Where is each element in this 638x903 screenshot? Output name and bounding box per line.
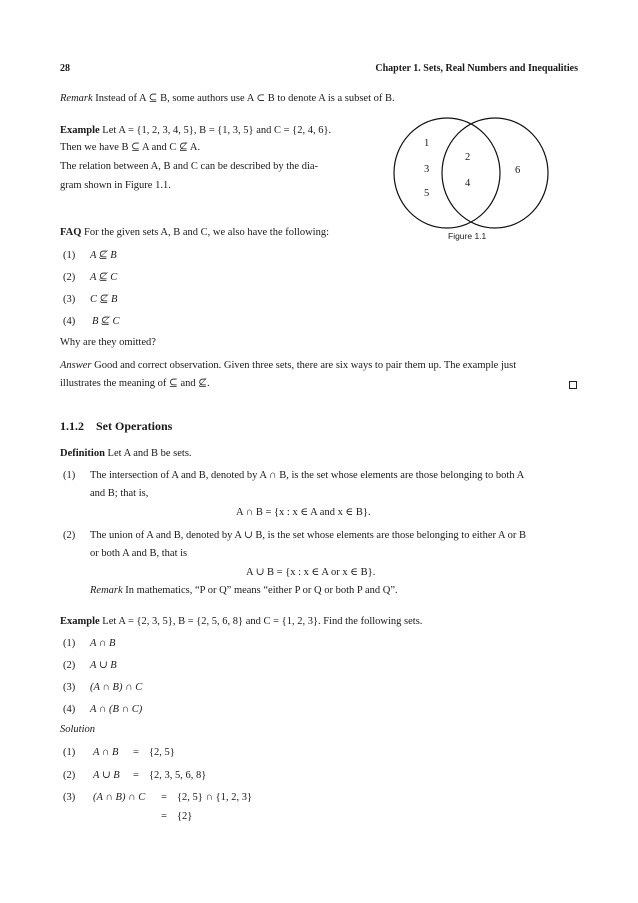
- example2-item-text: (A ∩ B) ∩ C: [90, 682, 143, 693]
- example2-text: Let A = {2, 3, 5}, B = {2, 5, 6, 8} and C = {1, 2, 3}. Find the following sets.: [99, 616, 423, 627]
- solution-row-rhs: {2}: [177, 811, 193, 822]
- solution-label: Solution: [60, 724, 96, 735]
- solution-row-lhs: A ∩ B: [93, 747, 119, 758]
- union-remark-label: Remark: [90, 585, 123, 596]
- example2-item-text: A ∩ (B ∩ C): [90, 704, 143, 715]
- example1-text: Let A = {1, 2, 3, 4, 5}, B = {1, 3, 5} and C = {2, 4, 6}.: [99, 125, 332, 136]
- example2-item-number: (3): [63, 682, 76, 693]
- venn-element: 5: [424, 188, 430, 199]
- qed-square-icon: [569, 381, 577, 389]
- example2-item-text: A ∪ B: [90, 660, 117, 671]
- definition-item-line: The union of A and B, denoted by A ∪ B, is the set whose elements are those belonging to either A or B: [90, 530, 527, 541]
- definition-intro: [60, 447, 192, 460]
- example1-line: gram shown in Figure 1.1.: [60, 180, 171, 191]
- solution-row-number: (2): [63, 770, 76, 781]
- example2-label: Example: [60, 616, 100, 627]
- faq-intro: [60, 226, 329, 239]
- venn-element: 3: [424, 164, 430, 175]
- example2-item-text: A ∩ B: [90, 638, 116, 649]
- faq-item-text: C ⊈ B: [90, 294, 118, 305]
- example2-item-number: (4): [63, 704, 76, 715]
- remark-paragraph: [60, 92, 395, 105]
- faq-item-number: (1): [63, 250, 76, 261]
- set-c-circle: [442, 118, 548, 228]
- faq-item-text: A ⊈ B: [90, 250, 117, 261]
- faq-item-number: (4): [63, 316, 76, 327]
- union-remark-text: In mathematics, “P or Q” means “either P or Q or both P and Q”.: [122, 585, 398, 596]
- definition-item-line: and B; that is,: [90, 488, 149, 499]
- venn-element: 2: [465, 152, 471, 163]
- answer-label: Answer: [60, 360, 92, 371]
- definition-text: Let A and B be sets.: [104, 448, 192, 459]
- solution-row-number: (3): [63, 792, 76, 803]
- faq-item-text: B ⊈ C: [92, 316, 120, 327]
- answer-text: Good and correct observation. Given three sets, there are six ways to pair them up. The example just: [91, 360, 517, 371]
- solution-row-equals: =: [161, 792, 167, 803]
- solution-row-number: (1): [63, 747, 76, 758]
- solution-row-equals: =: [161, 811, 167, 822]
- solution-row-equals: =: [133, 747, 139, 758]
- solution-row-lhs: (A ∩ B) ∩ C: [93, 792, 146, 803]
- union-formula: A ∪ B = {x : x ∈ A or x ∈ B}.: [246, 567, 376, 578]
- example1-line: The relation between A, B and C can be described by the dia-: [60, 161, 319, 172]
- solution-row-lhs: A ∪ B: [93, 770, 120, 781]
- chapter-title: Chapter 1. Sets, Real Numbers and Inequalities: [375, 63, 578, 74]
- remark-label: Remark: [60, 93, 93, 104]
- solution-row-rhs: {2, 3, 5, 6, 8}: [149, 770, 207, 781]
- faq-item-number: (2): [63, 272, 76, 283]
- definition-item-line: or both A and B, that is: [90, 548, 188, 559]
- venn-element: 4: [465, 178, 471, 189]
- solution-row-rhs: {2, 5} ∩ {1, 2, 3}: [177, 792, 252, 803]
- example2-item-number: (1): [63, 638, 76, 649]
- definition-item-number: (2): [63, 530, 76, 541]
- intersection-formula: A ∩ B = {x : x ∈ A and x ∈ B}.: [236, 507, 371, 518]
- example1-label: Example: [60, 125, 100, 136]
- faq-label: FAQ: [60, 227, 82, 238]
- venn-diagram: [385, 112, 585, 247]
- example2-intro: [60, 615, 422, 628]
- example1-intro: [60, 124, 331, 137]
- solution-row-rhs: {2, 5}: [149, 747, 175, 758]
- union-remark: [90, 584, 398, 597]
- remark-text: Instead of A ⊆ B, some authors use A ⊂ B to denote A is a subset of B.: [92, 93, 395, 104]
- definition-label: Definition: [60, 448, 105, 459]
- section-number: 1.1.2: [60, 419, 84, 433]
- example2-item-number: (2): [63, 660, 76, 671]
- set-a-circle: [394, 118, 500, 228]
- solution-row-equals: =: [133, 770, 139, 781]
- figure-caption: Figure 1.1: [448, 231, 487, 241]
- section-title: Set Operations: [96, 419, 173, 433]
- faq-question: Why are they omitted?: [60, 337, 156, 348]
- faq-answer-line: [60, 359, 516, 372]
- faq-text: For the given sets A, B and C, we also have the following:: [81, 227, 329, 238]
- faq-answer-line: illustrates the meaning of ⊆ and ⊈.: [60, 378, 210, 389]
- venn-element: 1: [424, 138, 430, 149]
- example1-line: Then we have B ⊆ A and C ⊈ A.: [60, 142, 201, 153]
- faq-item-number: (3): [63, 294, 76, 305]
- faq-item-text: A ⊈ C: [90, 272, 118, 283]
- definition-item-number: (1): [63, 470, 76, 481]
- venn-element: 6: [515, 165, 521, 176]
- page-number: 28: [60, 63, 70, 74]
- definition-item-line: The intersection of A and B, denoted by A ∩ B, is the set whose elements are those belonging to both A: [90, 470, 525, 481]
- section-heading: [60, 420, 172, 433]
